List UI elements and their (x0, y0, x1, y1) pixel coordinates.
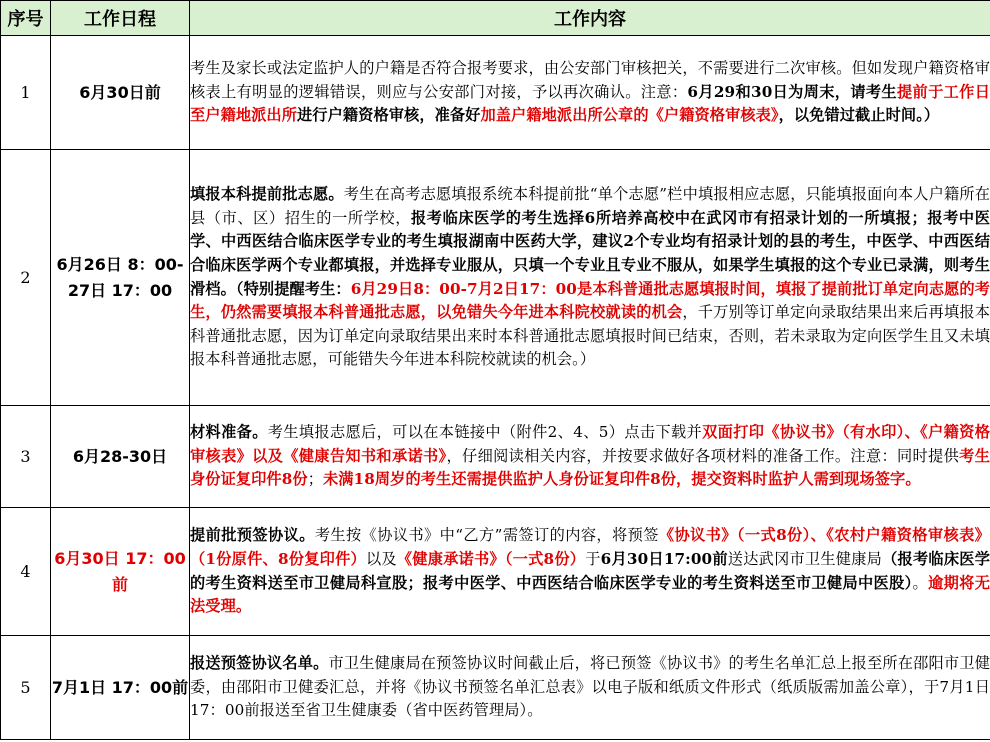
row-date: 7月1日 17：00前 (51, 636, 190, 740)
table-row (1, 150, 990, 406)
bold-text: 6月30日17:00前 (600, 549, 728, 568)
body-text: 考生及家长或法定监护人的户籍是否符合报考要求，由公安部门审核把关，不需要进行二次审核。但如发现户籍资格审核表上有明显的逻辑错误，则应与公安部门对接，予以再次确认。注意： (190, 59, 990, 101)
table-row (1, 508, 990, 636)
emphasis-red-text: 未满18周岁的考生还需提供监护人身份证复印件8份，提交资料时监护人需到现场签字。 (322, 470, 921, 489)
emphasis-red-text: 《协议书》（一式8份）、《农村户籍资格审核表》（1份原件、8份复印件） (190, 526, 990, 568)
header-index: 序号 (1, 1, 51, 36)
body-text: 市卫生健康局在预签协议时间截止后，将已预签《协议书》的考生名单汇总上报至所在邵阳市卫健委，由邵阳市卫健委汇总，并将《协议书预签名单汇总表》以电子版和纸质文件形式（纸质版需加盖公章），于7月1日17：00前报送至省卫生健康委（省中医药管理局）。 (190, 654, 990, 720)
table-row (1, 636, 990, 740)
bold-text: 报考临床医学的考生选择6所培养高校中在武冈市有招录计划的一所填报；报考中医学、中西医结合临床医学专业的考生填报湖南中医药大学，建议2个专业均有招录计划的县的考生，中医学、中西医结合临床医学两个专业都填报，并选择专业服从，只填一个专业且专业不服从，如果学生填报的这个专业已录满，则考生滑档。 (190, 208, 990, 298)
body-text: 考生在高考志愿填报系统本科提前批“单个志愿”栏中填报相应志愿，只能填报面向本人户籍所在县（市、区）招生的一所学校， (190, 185, 990, 227)
bold-text: （报考临床医学的考生资料送至市卫健局科宣股；报考中医学、中西医结合临床医学专业的考生资料送至市卫健局中医股） (190, 549, 990, 592)
row-date: 6月26日 8：00-27日 17：00 (51, 150, 190, 406)
body-text: 。 (912, 573, 929, 592)
header-date: 工作日程 (51, 1, 190, 36)
emphasis-red-text: 逾期将无法受理。 (190, 573, 990, 616)
row-content (190, 508, 990, 636)
bold-text: 进行户籍资格审核，准备好 (297, 106, 481, 125)
header-row (1, 1, 990, 36)
emphasis-red-text: 《健康承诺书》（一式8份） (396, 549, 586, 568)
row-date: 6月30日 17：00前 (51, 508, 190, 636)
row-content (190, 150, 990, 406)
row-content (190, 636, 990, 740)
body-text: 考生填报志愿后，可以在本链接中（附件2、4、5）点击下载并 (267, 423, 703, 442)
emphasis-red-text: 双面打印《协议书》（有水印）、《户籍资格审核表》以及《健康告知书和承诺书》 (190, 423, 990, 465)
body-text: 以及 (365, 549, 397, 568)
emphasis-red-text: 提前于工作日至户籍地派出所 (190, 82, 990, 125)
body-text: ，千万别等订单定向录取结果出来后再填报本科普通批志愿，因为订单定向录取结果出来时本科普通批志愿填报时间已结束，否则，若未录取为定向医学生且又未填报本科普通批志愿，可能错失今年进本科院校就读的机会。） (190, 303, 990, 369)
body-text: 于 (585, 549, 601, 568)
body-text: 考生按《协议书》中“乙方”需签订的内容，将预签 (314, 526, 659, 545)
row-index: 2 (1, 150, 51, 406)
bold-text: 填报本科提前批志愿。 (190, 185, 344, 204)
bold-text: 提前批预签协议。 (190, 526, 315, 545)
row-date: 6月30日前 (51, 36, 190, 150)
body-text: ，仔细阅读相关内容，并按要求做好各项材料的准备工作。注意：同时提供 (446, 446, 960, 465)
row-content (190, 406, 990, 508)
bold-text: 报送预签协议名单。 (190, 654, 329, 673)
row-content (190, 36, 990, 150)
bold-text: 6月29和30日为周末，请考生 (687, 82, 897, 101)
table-row (1, 36, 990, 150)
table-row (1, 406, 990, 508)
body-text: ； (307, 470, 323, 489)
row-index: 4 (1, 508, 51, 636)
bold-text: （特别提醒考生： (235, 279, 351, 298)
row-date: 6月28-30日 (51, 406, 190, 508)
body-text: 送达武冈市卫生健康局 (727, 549, 883, 568)
header-content: 工作内容 (190, 1, 990, 36)
row-index: 3 (1, 406, 51, 508)
bold-text: 材料准备。 (190, 423, 268, 442)
emphasis-red-text: 6月29日8：00-7月2日17：00是本科普通批志愿填报时间，填报了提前批订单定向志愿的考生，仍然需要填报本科普通批志愿，以免错失今年进本科院校就读的机会 (190, 279, 990, 322)
row-index: 1 (1, 36, 51, 150)
emphasis-red-text: 考生身份证复印件8份 (190, 446, 990, 489)
row-index: 5 (1, 636, 51, 740)
bold-text: ，以免错过截止时间。） (778, 106, 940, 125)
emphasis-red-text: 加盖户籍地派出所公章的《户籍资格审核表》 (480, 106, 779, 125)
